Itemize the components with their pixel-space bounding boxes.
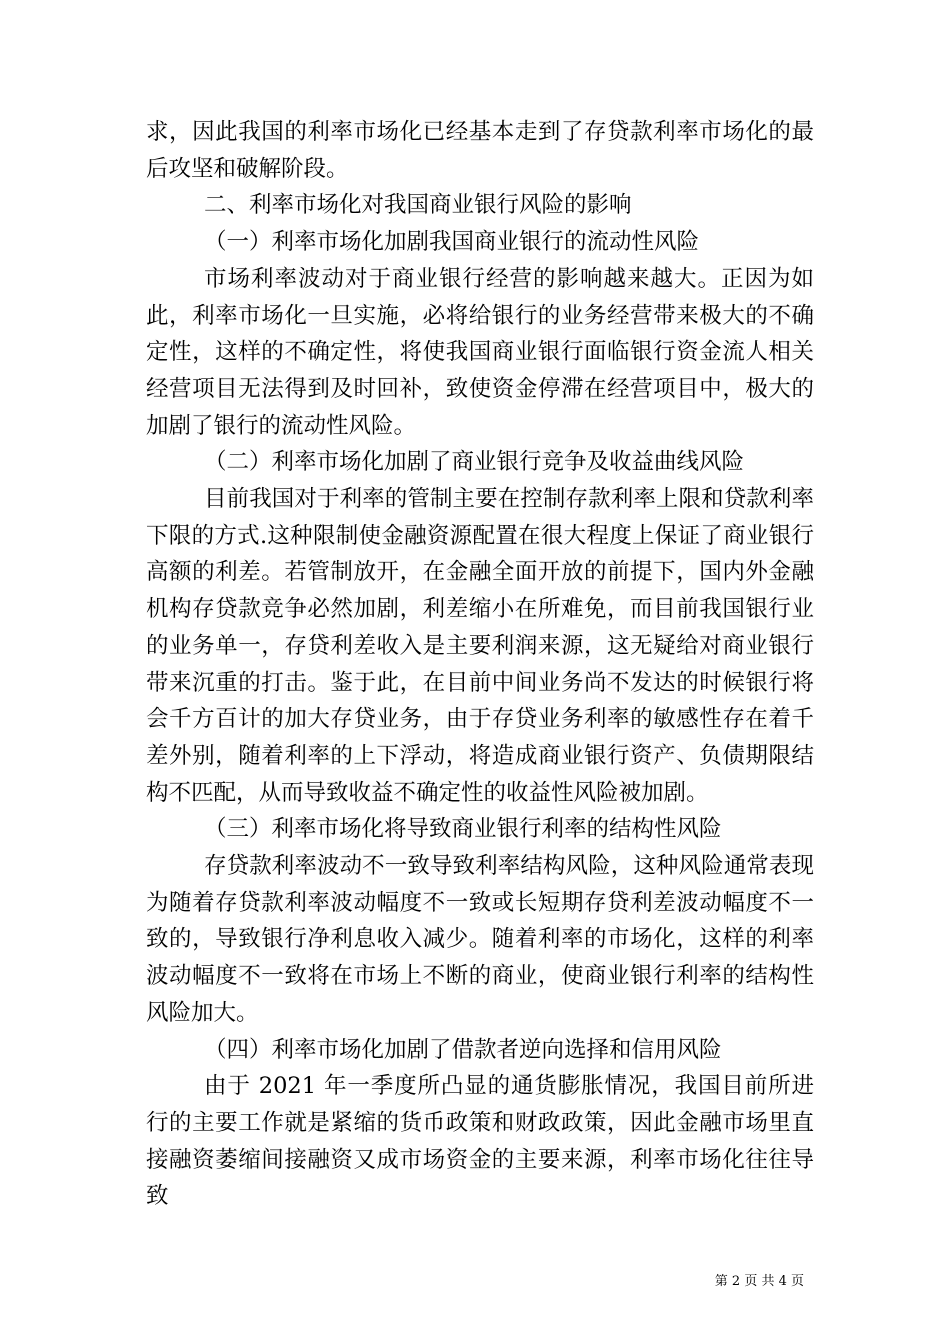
paragraph-credit-risk: 由于 2021 年一季度所凸显的通货膨胀情况，我国目前所进行的主要工作就是紧缩的货币政策和财政政策，因此金融市场里直接融资萎缩间接融资又成市场资金的主要来源，利率市场化往往导致 (146, 1073, 814, 1210)
paragraph-intro: 求，因此我国的利率市场化已经基本走到了存贷款利率市场化的最后攻坚和破解阶段。 (146, 119, 814, 182)
paragraph-competition-risk: 目前我国对于利率的管制主要在控制存款利率上限和贷款利率下限的方式.这种限制使金融资源配置在很大程度上保证了商业银行高额的利差。若管制放开，在金融全面开放的前提下，国内外金融机构存贷款竞争必然加剧，利差缩小在所难免，而目前我国银行业的业务单一，存贷利差收入是主要利润来源，这无疑给对商业银行带来沉重的打击。鉴于此，在目前中间业务尚不发达的时候银行将会千方百计的加大存贷业务，由于存贷业务利率的敏感性存在着千差外别，随着利率的上下浮动，将造成商业银行资产、负债期限结构不匹配，从而导致收益不确定性的收益性风险被加剧。 (146, 486, 814, 806)
subsection-heading-3: （三）利率市场化将导致商业银行利率的结构性风险 (204, 816, 722, 843)
paragraph-liquidity-risk: 市场利率波动对于商业银行经营的影响越来越大。正因为如此，利率市场化一旦实施，必将给银行的业务经营带来极大的不确定性，这样的不确定性，将使我国商业银行面临银行资金流人相关经营项目无法得到及时回补，致使资金停滞在经营项目中，极大的加剧了银行的流动性风险。 (146, 265, 814, 439)
section-heading-2: 二、利率市场化对我国商业银行风险的影响 (204, 192, 632, 219)
subsection-heading-2: （二）利率市场化加剧了商业银行竞争及收益曲线风险 (204, 449, 745, 476)
paragraph-structural-risk: 存贷款利率波动不一致导致利率结构风险，这种风险通常表现为随着存贷款利率波动幅度不一致或长短期存贷利差波动幅度不一致的，导致银行净利息收入减少。随着利率的市场化，这样的利率波动幅度不一致将在市场上不断的商业，使商业银行利率的结构性风险加大。 (146, 853, 814, 1026)
subsection-heading-4: （四）利率市场化加剧了借款者逆向选择和信用风险 (204, 1036, 722, 1063)
page-number: 第 2 页 共 4 页 (714, 1274, 804, 1289)
subsection-heading-1: （一）利率市场化加剧我国商业银行的流动性风险 (204, 229, 700, 256)
document-body (146, 114, 814, 1215)
